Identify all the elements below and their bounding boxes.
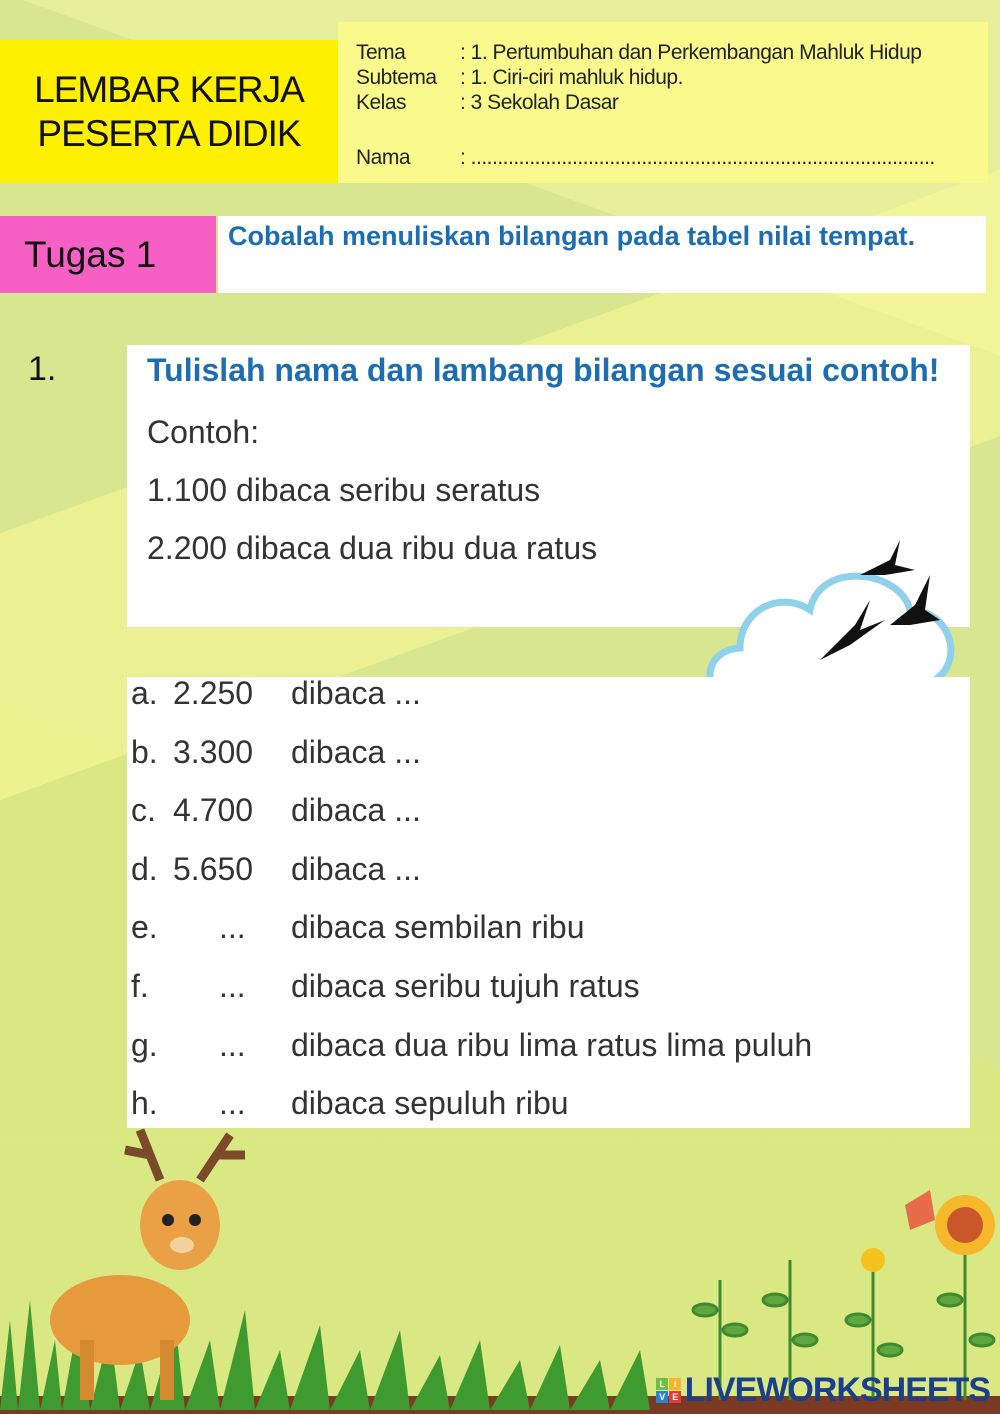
item-text: dibaca seribu tujuh ratus [291,967,640,1004]
label: Tema [356,41,406,64]
value: : 3 Sekolah Dasar [460,91,619,114]
answer-item [131,677,966,736]
example-label: Contoh: [147,414,260,450]
item-number[interactable]: ... [219,1085,246,1122]
item-number[interactable]: 5.650 [173,850,254,887]
title-line-1: LEMBAR KERJA [34,68,304,110]
item-letter: f. [131,967,149,1004]
task-label: Tugas 1 [0,216,216,293]
info-kelas [356,90,988,115]
liveworksheets-logo [656,1371,990,1410]
item-text[interactable]: dibaca ... [291,850,421,887]
answer-item [131,1026,966,1088]
info-box [338,22,988,183]
item-text[interactable]: dibaca ... [291,792,421,829]
item-letter: c. [131,792,156,829]
question-number: 1. [28,350,57,388]
info-subtema [356,65,988,90]
item-letter: a. [131,675,158,711]
item-text: dibaca dua ribu lima ratus lima puluh [291,1026,813,1063]
item-text: dibaca sembilan ribu [291,909,585,946]
item-text: dibaca sepuluh ribu [291,1085,569,1122]
answer-item [131,794,966,853]
logo-blocks-icon: L I V E [656,1378,681,1403]
label: Subtema [356,66,437,89]
label: Kelas [356,91,407,114]
label: Nama [356,146,411,169]
item-number[interactable]: 3.300 [173,733,254,770]
answer-item [131,911,966,970]
item-number[interactable]: 2.250 [173,675,254,711]
item-letter: b. [131,733,158,770]
value: : 1. Ciri-ciri mahluk hidup. [460,66,683,89]
item-number[interactable]: ... [219,967,246,1004]
info-tema [356,40,988,65]
answer-item [131,967,966,1029]
item-letter: e. [131,909,158,946]
info-nama [356,145,988,170]
question-prompt: Tulislah nama dan lambang bilangan sesuai contoh! [147,352,940,388]
item-text[interactable]: dibaca ... [291,675,421,711]
item-letter: h. [131,1085,158,1122]
item-number[interactable]: ... [219,1026,246,1063]
title-line-2: PESERTA DIDIK [37,112,301,154]
example-1: 1.100 dibaca seribu seratus [147,472,541,508]
answer-item [131,850,966,912]
answer-list [127,677,970,1128]
task-instruction: Cobalah menuliskan bilangan pada tabel nilai tempat. [218,216,986,293]
example-2: 2.200 dibaca dua ribu dua ratus [147,530,598,566]
item-letter: g. [131,1026,158,1063]
item-number[interactable]: 4.700 [173,792,254,829]
name-field[interactable]: : ....................................................................................... [460,146,935,169]
answer-item [131,733,966,795]
watermark-text: LIVEWORKSHEETS [684,1371,990,1409]
item-number[interactable]: ... [219,909,246,946]
item-letter: d. [131,850,158,887]
value: : 1. Pertumbuhan dan Perkembangan Mahluk Hidup [460,41,922,64]
item-text[interactable]: dibaca ... [291,733,421,770]
nature-illustration [0,1110,1000,1414]
worksheet-title [0,40,338,183]
